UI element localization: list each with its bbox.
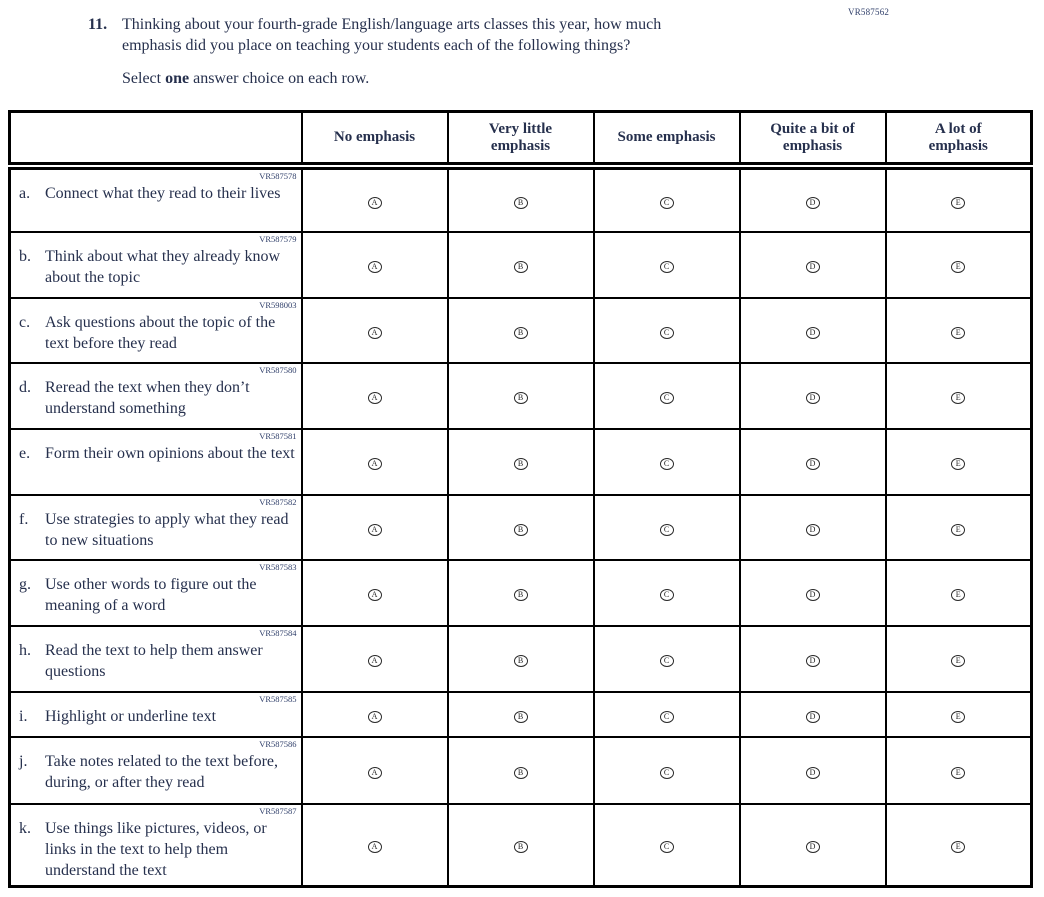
option-bubble-e[interactable]: E — [951, 841, 965, 853]
row-text: Highlight or underline text — [45, 708, 217, 725]
form-code: VR587562 — [848, 7, 890, 17]
table-row-i — [10, 692, 1032, 737]
row-letter: g. — [19, 576, 31, 593]
table-row-d — [10, 363, 1032, 429]
option-bubble-a[interactable]: A — [368, 392, 382, 404]
option-bubble-c[interactable]: C — [660, 392, 674, 404]
table-row-g — [10, 560, 1032, 626]
row-label-cell — [10, 429, 302, 495]
option-bubble-a[interactable]: A — [368, 767, 382, 779]
option-bubble-c[interactable]: C — [660, 711, 674, 723]
table-row-c — [10, 298, 1032, 363]
row-label-cell — [10, 166, 302, 232]
row-letter: j. — [19, 753, 28, 770]
row-letter: k. — [19, 820, 31, 837]
table-row-h — [10, 626, 1032, 692]
corner-cell — [10, 112, 302, 167]
row-code: VR587579 — [259, 234, 297, 244]
option-bubble-b[interactable]: B — [514, 841, 528, 853]
option-bubble-b[interactable]: B — [514, 458, 528, 470]
row-label-cell — [10, 232, 302, 298]
row-code: VR587580 — [259, 365, 297, 375]
option-bubble-c[interactable]: C — [660, 261, 674, 273]
header-row — [10, 112, 1032, 167]
column-header-quite-a-bit-of-emphasis: Quite a bit of emphasis — [740, 112, 886, 167]
row-letter: a. — [19, 185, 31, 202]
option-bubble-e[interactable]: E — [951, 711, 965, 723]
row-label-cell — [10, 692, 302, 737]
emphasis-table — [8, 110, 1033, 888]
column-header-no-emphasis: No emphasis — [302, 112, 448, 167]
row-code: VR587581 — [259, 431, 297, 441]
column-header-some-emphasis: Some emphasis — [594, 112, 740, 167]
row-text: Connect what they read to their lives — [45, 185, 281, 202]
option-bubble-b[interactable]: B — [514, 197, 528, 209]
option-bubble-e[interactable]: E — [951, 524, 965, 536]
option-bubble-a[interactable]: A — [368, 261, 382, 273]
option-bubble-d[interactable]: D — [806, 711, 820, 723]
table-row-b — [10, 232, 1032, 298]
column-header-very-little-emphasis: Very little emphasis — [448, 112, 594, 167]
row-text: Use other words to figure out the meaning of a word — [45, 576, 257, 614]
option-bubble-e[interactable]: E — [951, 392, 965, 404]
row-letter: f. — [19, 511, 29, 528]
option-bubble-c[interactable]: C — [660, 524, 674, 536]
option-bubble-b[interactable]: B — [514, 767, 528, 779]
row-label-cell — [10, 495, 302, 560]
option-bubble-a[interactable]: A — [368, 841, 382, 853]
option-bubble-d[interactable]: D — [806, 767, 820, 779]
row-code: VR587585 — [259, 694, 297, 704]
option-bubble-c[interactable]: C — [660, 327, 674, 339]
option-bubble-a[interactable]: A — [368, 327, 382, 339]
row-label-cell — [10, 737, 302, 804]
question-text: Thinking about your fourth-grade English/language arts classes this year, how much emphasis did you place on teaching your students each of the following things? — [122, 16, 662, 54]
option-bubble-e[interactable]: E — [951, 261, 965, 273]
option-bubble-e[interactable]: E — [951, 589, 965, 601]
table-row-e — [10, 429, 1032, 495]
option-bubble-c[interactable]: C — [660, 458, 674, 470]
option-bubble-a[interactable]: A — [368, 589, 382, 601]
question-block — [88, 14, 722, 89]
option-bubble-b[interactable]: B — [514, 655, 528, 667]
option-bubble-d[interactable]: D — [806, 392, 820, 404]
option-bubble-e[interactable]: E — [951, 327, 965, 339]
option-bubble-d[interactable]: D — [806, 524, 820, 536]
option-bubble-d[interactable]: D — [806, 841, 820, 853]
row-text: Read the text to help them answer questions — [45, 642, 263, 680]
table-row-a — [10, 166, 1032, 232]
option-bubble-a[interactable]: A — [368, 655, 382, 667]
option-bubble-c[interactable]: C — [660, 197, 674, 209]
table-row-f — [10, 495, 1032, 560]
row-code: VR587578 — [259, 171, 297, 181]
row-label-cell — [10, 298, 302, 363]
option-bubble-b[interactable]: B — [514, 589, 528, 601]
option-bubble-c[interactable]: C — [660, 589, 674, 601]
option-bubble-e[interactable]: E — [951, 655, 965, 667]
option-bubble-a[interactable]: A — [368, 197, 382, 209]
row-letter: e. — [19, 445, 31, 462]
option-bubble-b[interactable]: B — [514, 261, 528, 273]
option-bubble-b[interactable]: B — [514, 327, 528, 339]
option-bubble-b[interactable]: B — [514, 524, 528, 536]
row-letter: i. — [19, 708, 28, 725]
option-bubble-a[interactable]: A — [368, 458, 382, 470]
option-bubble-d[interactable]: D — [806, 261, 820, 273]
row-letter: h. — [19, 642, 31, 659]
option-bubble-c[interactable]: C — [660, 841, 674, 853]
option-bubble-e[interactable]: E — [951, 458, 965, 470]
option-bubble-b[interactable]: B — [514, 711, 528, 723]
option-bubble-d[interactable]: D — [806, 655, 820, 667]
row-code: VR598003 — [259, 300, 297, 310]
table-row-j — [10, 737, 1032, 804]
row-code: VR587582 — [259, 497, 297, 507]
row-text: Use things like pictures, videos, or links in the text to help them understand the text — [45, 820, 267, 879]
row-label-cell — [10, 363, 302, 429]
table-row-k — [10, 804, 1032, 887]
column-header-a-lot-of-emphasis: A lot of emphasis — [886, 112, 1032, 167]
row-text: Use strategies to apply what they read to new situations — [45, 511, 289, 549]
row-text: Ask questions about the topic of the text before they read — [45, 314, 276, 352]
option-bubble-b[interactable]: B — [514, 392, 528, 404]
option-bubble-e[interactable]: E — [951, 197, 965, 209]
option-bubble-a[interactable]: A — [368, 524, 382, 536]
question-instruction: Select one answer choice on each row. — [122, 70, 370, 87]
row-label-cell — [10, 626, 302, 692]
row-letter: b. — [19, 248, 31, 265]
option-bubble-d[interactable]: D — [806, 197, 820, 209]
option-bubble-c[interactable]: C — [660, 655, 674, 667]
option-bubble-a[interactable]: A — [368, 711, 382, 723]
row-letter: d. — [19, 379, 31, 396]
option-bubble-d[interactable]: D — [806, 458, 820, 470]
row-text: Think about what they already know about the topic — [45, 248, 281, 286]
row-code: VR587584 — [259, 628, 297, 638]
row-code: VR587586 — [259, 739, 297, 749]
row-label-cell — [10, 804, 302, 887]
row-code: VR587587 — [259, 806, 297, 816]
row-label-cell — [10, 560, 302, 626]
option-bubble-e[interactable]: E — [951, 767, 965, 779]
row-code: VR587583 — [259, 562, 297, 572]
row-text: Take notes related to the text before, during, or after they read — [45, 753, 278, 791]
row-text: Reread the text when they don’t understand something — [45, 379, 250, 417]
question-number: 11. — [88, 16, 108, 33]
row-text: Form their own opinions about the text — [45, 445, 295, 462]
row-letter: c. — [19, 314, 31, 331]
option-bubble-d[interactable]: D — [806, 327, 820, 339]
option-bubble-c[interactable]: C — [660, 767, 674, 779]
option-bubble-d[interactable]: D — [806, 589, 820, 601]
